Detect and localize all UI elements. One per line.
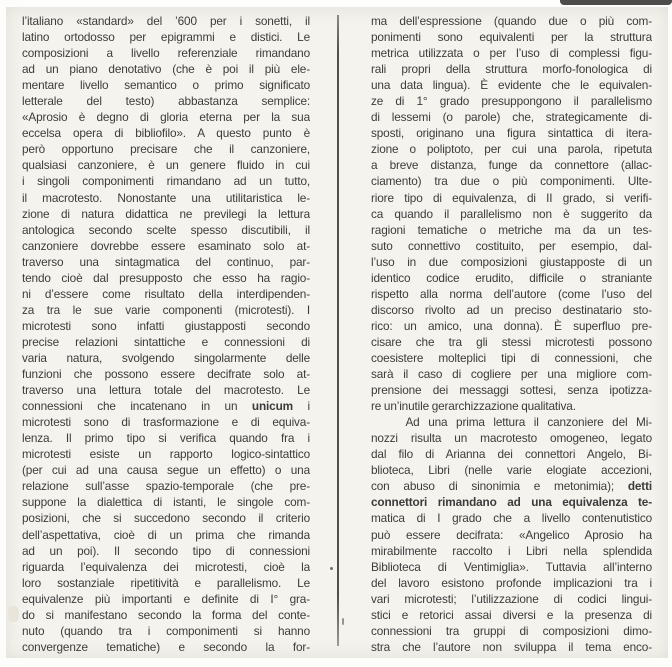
text-line: però opportuno precisare che il canzoniere,	[22, 142, 310, 157]
text-line: zione o poliptoto, per cui una parola, ripetuta	[371, 142, 652, 157]
text-line: connettori rimandano ad una equivalenza te-	[371, 495, 652, 510]
text-line: za tra le sue varie componenti (microtesti). I	[22, 302, 310, 317]
text-line: blioteca, Libri (nelle varie elogiate accezioni,	[371, 463, 652, 478]
text-columns	[22, 13, 652, 655]
text-line: ni d’essere come risultato della interdipenden-	[22, 286, 310, 301]
text-line: ciamento) tra due o più componimenti. Ulte-	[371, 174, 652, 189]
text-line: eccelsa opera di bibliofilo». A questo punto è	[22, 126, 310, 141]
text-line: «Aprosio è degno di gloria eterna per la sua	[22, 110, 310, 125]
text-line: zione di natura didattica ne previlegi la lettura	[22, 206, 310, 221]
text-line: il macrotesto. Nonostante una utilitaristica le-	[22, 190, 310, 205]
text-line: posizioni, che si succedono secondo il criterio	[22, 511, 310, 526]
text-line: a breve distanza, funge da connettore (allac-	[371, 158, 652, 173]
text-line: connessioni tra gruppi di composizioni dimo-	[371, 623, 652, 638]
text-line: riguarda l’equivalenza dei microtesti, cioè la	[22, 559, 310, 574]
text-line: mentare livello semantico o primo significato	[22, 78, 310, 93]
text-line: con abuso di sinonimia e metonimia); detti	[371, 479, 652, 494]
text-line: precise relazioni sintattiche e connessioni di	[22, 334, 310, 349]
text-line: dell’aspettativa, cioè di un prima che rimanda	[22, 527, 310, 542]
text-line: funzioni che possono essere decifrate solo at-	[22, 367, 310, 382]
text-line: ponimenti sono equivalenti per la struttura	[371, 30, 652, 45]
text-line: letterale del testo) abbastanza semplice:	[22, 94, 310, 109]
text-line: sposti, originano una figura sintattica di itera-	[371, 126, 652, 141]
text-line: microtesti esiste un rapporto logico-sintattico	[22, 447, 310, 462]
text-line: identico codice erudito, difficile o straniante	[371, 270, 652, 285]
text-line: può essere decifrata: «Angelico Aprosio ha	[371, 527, 652, 542]
text-line: lenza. Il primo tipo si verifica quando fra i	[22, 431, 310, 446]
text-line: antologica secondo scelte spesso discutibili, il	[22, 222, 310, 237]
text-line: latino ortodosso per epigrammi e distici. Le	[22, 30, 310, 45]
text-line: riore tipo di equivalenza, di II grado, si verifi-	[371, 190, 652, 205]
text-line: tendo cioè dal presupposto che esso ha ragio-	[22, 270, 310, 285]
text-line: stra che l’autore non sviluppa il tema enco-	[371, 639, 652, 654]
text-line: suto connettivo costituito, per esempio, dal-	[371, 238, 652, 253]
text-line: di lessemi (o parole) che, strategicamente di-	[371, 110, 652, 125]
text-line: mirabilmente raccolto i Libri nella splendida	[371, 543, 652, 558]
text-line: l’uso in due composizioni giustapposte di un	[371, 254, 652, 269]
right-text-column	[371, 13, 652, 655]
text-line: re un’inutile gerarchizzazione qualitativa.	[371, 399, 576, 414]
left-text-column	[22, 13, 310, 655]
text-line: relazione sull’asse spazio-temporale (che pre-	[22, 479, 310, 494]
text-line: ad un poi). Il secondo tipo di connessioni	[22, 543, 310, 558]
text-line: ragioni tematiche o metriche ma da un tes-	[371, 222, 652, 237]
text-line: matica di I grado che a livello contenutistico	[371, 511, 652, 526]
text-line: loro sostanziale ripetitività e parallelismo. Le	[22, 575, 310, 590]
text-line: metrica utilizzata o per l’uso di complessi figu-	[371, 46, 652, 61]
text-line: nozzi risulta un macrotesto omogeneo, legato	[371, 431, 652, 446]
text-line: nuto (quando tra i componimenti si hanno	[22, 623, 310, 638]
text-line: Biblioteca di Ventimiglia». Tuttavia all’interno	[371, 559, 652, 574]
text-line: do si manifestano secondo la forma del conte-	[22, 607, 310, 622]
text-line: Ad una prima lettura il canzoniere del Mi-	[371, 415, 652, 430]
text-line: cisare che tra gli stessi microtesti possono	[371, 334, 652, 349]
text-line: microtesti sono di trasformazione e di equiva-	[22, 415, 310, 430]
text-line: dal filo di Arianna dei connettori Angelo, Bi-	[371, 447, 652, 462]
text-line: ma dell’espressione (quando due o più com-	[371, 14, 652, 28]
text-line: convergenze tematiche) e secondo la for-	[22, 639, 310, 654]
text-line: discorso rivolto ad un preciso destinatario sto-	[371, 302, 652, 317]
text-line: prensione dei messaggi sottesi, senza ipotizza-	[371, 383, 652, 398]
text-line: microtesti sono infatti giustapposti secondo	[22, 318, 310, 333]
text-line: qualsiasi canzoniere, è un genere fluido in cui	[22, 158, 310, 173]
text-line: connessioni che incatenano in un unicum i	[22, 399, 310, 414]
text-line: vari microtesti; l’utilizzazione di codici lingui-	[371, 591, 652, 606]
text-line: (per cui ad una causa segue un effetto) o una	[22, 463, 310, 478]
text-line: traverso una lettura totale del macrotesto. Le	[22, 383, 310, 398]
text-line: stici e retorici assai diversi e la presenza di	[371, 607, 652, 622]
text-line: varia natura, svolgendo singolarmente delle	[22, 350, 310, 365]
text-line: coesistere molteplici tipi di connessioni, che	[371, 350, 652, 365]
text-line: del lavoro esistono profonde implicazioni tra i	[371, 575, 652, 590]
text-line: composizioni a livello referenziale rimandano	[22, 46, 310, 61]
text-line: canzoniere dovrebbe essere esaminato solo at-	[22, 238, 310, 253]
text-line: l’italiano «standard» del ’600 per i sonetti, il	[22, 14, 310, 28]
text-line: ca quando il parallelismo non è suggerito da	[371, 206, 652, 221]
text-line: suppone la dialettica di istanti, le singole com-	[22, 495, 310, 510]
text-line: rispetto alla norma dell’autore (come l’uso del	[371, 286, 652, 301]
text-line: i singoli componimenti rimandano ad un tutto,	[22, 174, 310, 189]
text-line: rico: un amico, una donna). È superfluo pre-	[371, 318, 652, 333]
text-line: sarà il caso di cogliere per una migliore com-	[371, 367, 652, 382]
scan-smudge-top-right	[560, 0, 672, 5]
text-line: equivalenze più importanti e definite di I° gra-	[22, 591, 310, 606]
text-line: rali propri della struttura morfo-fonologica di	[371, 62, 652, 77]
text-line: ad un piano denotativo (che è poi il più ele-	[22, 62, 310, 77]
text-line: traverso una sintagmatica del continuo, par-	[22, 254, 310, 269]
scan-speck	[8, 606, 19, 622]
text-line: una data lingua). È evidente che le equivalen-	[371, 78, 652, 93]
text-line: ze di 1° grado presuppongono il parallelismo	[371, 94, 652, 109]
